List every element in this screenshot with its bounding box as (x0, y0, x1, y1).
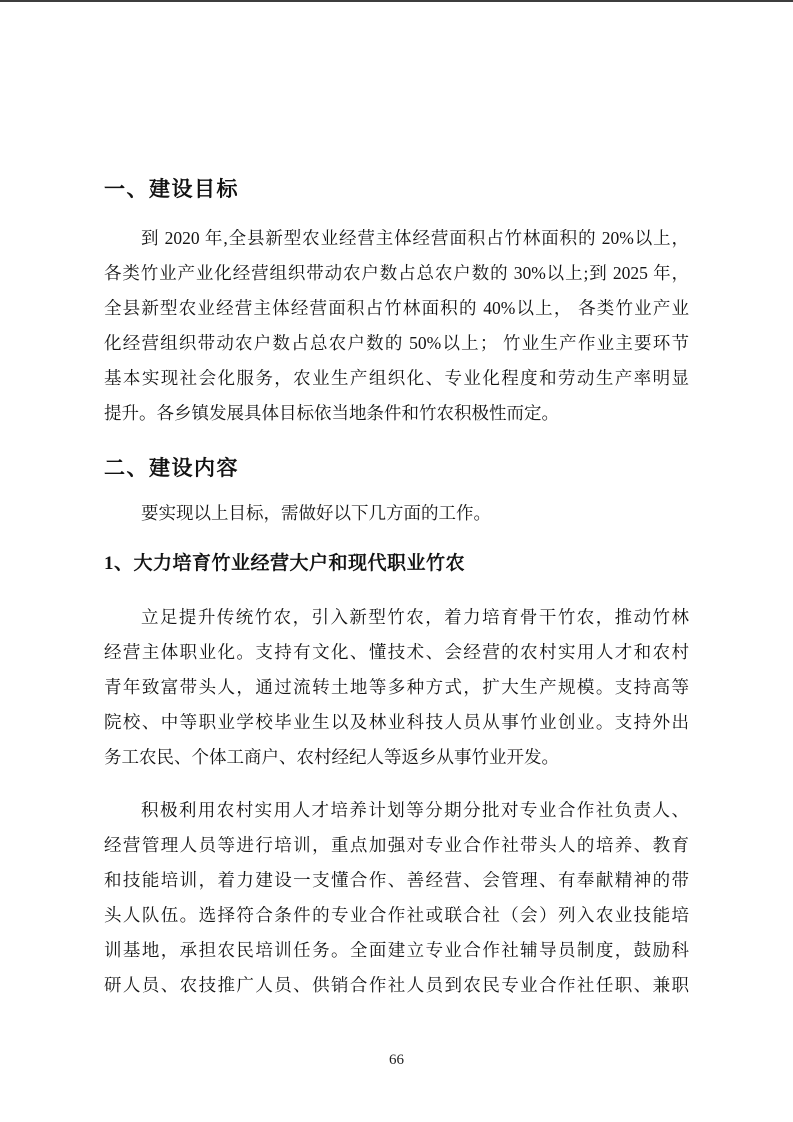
paragraph-line: 训基地，承担农民培训任务。全面建立专业合作社辅导员制度，鼓励科 (104, 940, 689, 960)
paragraph-line: 到 2020 年,全县新型农业经营主体经营面积占竹林面积的 20%以上， (141, 228, 689, 248)
section-heading-2: 二、建设内容 (104, 456, 239, 480)
document-content (104, 0, 689, 1003)
paragraph-line: 院校、中等职业学校毕业生以及林业科技人员从事竹业创业。支持外出 (104, 712, 689, 732)
paragraph-line: 积极利用农村实用人才培养计划等分期分批对专业合作社负责人、 (141, 800, 689, 820)
paragraph-line: 经营主体职业化。支持有文化、懂技术、会经营的农村实用人才和农村 (104, 642, 689, 662)
paragraph-line: 全县新型农业经营主体经营面积占竹林面积的 40%以上， 各类竹业产业 (104, 298, 689, 318)
intro-paragraph (104, 496, 689, 531)
paragraph-line: 头人队伍。选择符合条件的专业合作社或联合社（会）列入农业技能培 (104, 905, 689, 925)
subsection-heading-1: 1、大力培育竹业经营大户和现代职业竹农 (104, 553, 466, 574)
paragraph-line: 各类竹业产业化经营组织带动农户数占总农户数的 30%以上;到 2025 年， (104, 263, 689, 283)
paragraph-line: 基本实现社会化服务，农业生产组织化、专业化程度和劳动生产率明显 (104, 368, 689, 388)
paragraph-line: 化经营组织带动农户数占总农户数的 50%以上； 竹业生产作业主要环节 (104, 333, 689, 353)
paragraph-line: 务工农民、个体工商户、农村经纪人等返乡从事竹业开发。 (104, 747, 559, 767)
goal-paragraph (104, 221, 689, 431)
paragraph-line: 提升。各乡镇发展具体目标依当地条件和竹农积极性而定。 (104, 403, 559, 423)
page-number: 66 (389, 1052, 404, 1068)
paragraph-line: 青年致富带头人，通过流转土地等多种方式，扩大生产规模。支持高等 (104, 677, 689, 697)
paragraph-line: 研人员、农技推广人员、供销合作社人员到农民专业合作社任职、兼职 (104, 975, 689, 995)
cultivate-paragraph (104, 600, 689, 775)
paragraph-line: 立足提升传统竹农，引入新型竹农，着力培育骨干竹农，推动竹林 (141, 607, 689, 627)
section-heading-1: 一、建设目标 (104, 177, 239, 201)
paragraph-line: 要实现以上目标，需做好以下几方面的工作。 (141, 503, 491, 523)
training-paragraph (104, 793, 689, 1003)
paragraph-line: 和技能培训，着力建设一支懂合作、善经营、会管理、有奉献精神的带 (104, 870, 689, 890)
paragraph-line: 经营管理人员等进行培训，重点加强对专业合作社带头人的培养、教育 (104, 835, 689, 855)
